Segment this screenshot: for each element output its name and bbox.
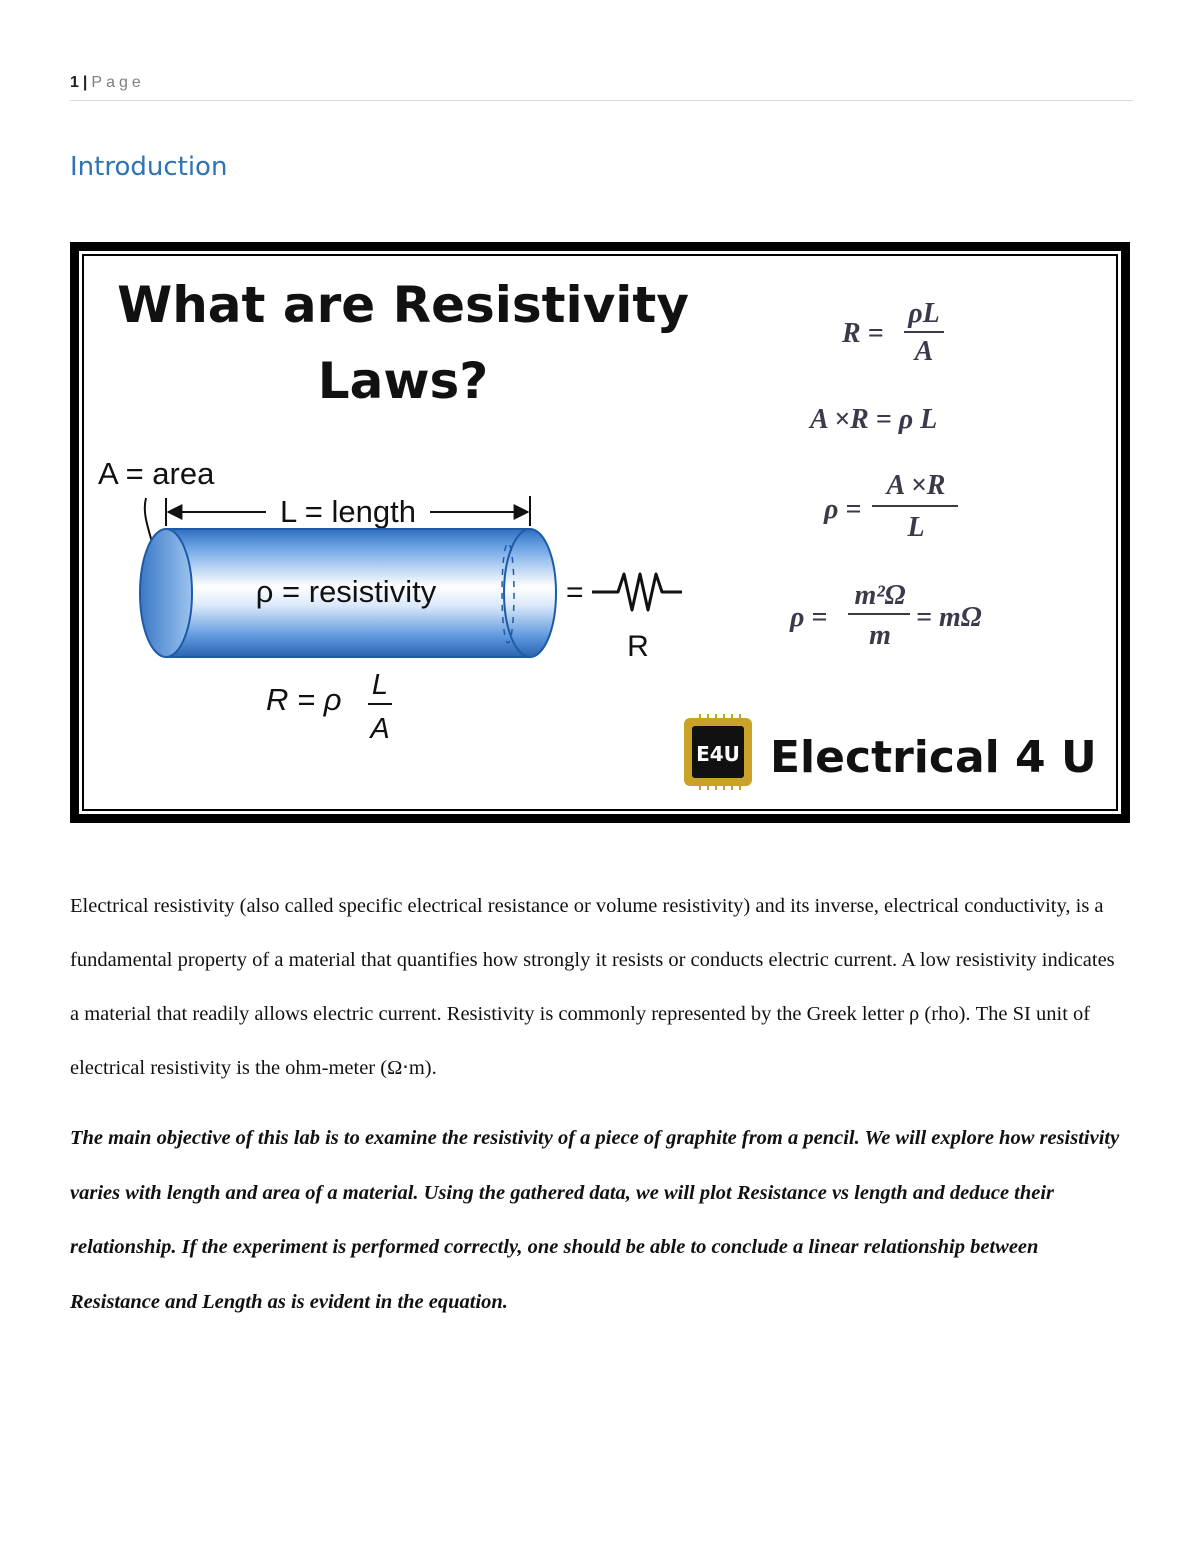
- eq4-num: m²Ω: [854, 580, 906, 611]
- cylinder-end-left: [140, 529, 192, 657]
- section-heading: Introduction: [70, 152, 228, 182]
- resistivity-figure: [70, 242, 1130, 823]
- length-label: L = length: [280, 494, 416, 529]
- logo-chip-text: E4U: [696, 742, 740, 766]
- header-separator: |: [82, 74, 88, 91]
- figure-title-line2: Laws?: [317, 352, 489, 410]
- figure-title-line1: What are Resistivity: [117, 276, 689, 334]
- page-number: 1: [70, 74, 79, 91]
- area-label: A = area: [98, 456, 215, 491]
- equivalence-sign: =: [566, 576, 584, 609]
- page-word: Page: [91, 74, 145, 91]
- eq4-rhs: = mΩ: [916, 602, 982, 633]
- intro-paragraph: Electrical resistivity (also called specific electrical resistance or volume resistivity) and its inverse, electrical conductivity, is a fundamental property of a material that quantifies how strongly it resists or conducts electric current. A low resistivity indicates a material that readily allows electric current. Resistivity is commonly represented by the Greek letter ρ (rho). The SI unit of electrical resistivity is the ohm-meter (Ω⋅m).: [70, 895, 1115, 1079]
- eq4-den: m: [869, 620, 891, 651]
- formula-left-num: L: [371, 669, 389, 701]
- eq1-lhs: R =: [842, 318, 884, 349]
- eq3-num: A ×R: [886, 470, 946, 501]
- eq3-den: L: [907, 512, 925, 543]
- eq2: A ×R = ρ L: [810, 404, 938, 435]
- eq3-lhs: ρ =: [824, 494, 862, 525]
- eq4-lhs: ρ =: [790, 602, 828, 633]
- resistivity-label: ρ = resistivity: [255, 574, 437, 609]
- resistor-label: R: [627, 630, 649, 663]
- cylinder-end-right: [504, 529, 556, 657]
- logo-text: Electrical 4 U: [770, 732, 1097, 783]
- formula-left-lhs: R = ρ: [266, 682, 342, 717]
- formula-left-den: A: [370, 713, 390, 745]
- page-header: [70, 74, 1133, 101]
- eq1-den: A: [914, 336, 934, 367]
- eq1-num: ρL: [908, 298, 940, 329]
- objective-paragraph: The main objective of this lab is to examine the resistivity of a piece of graphite from a pencil. We will explore how resistivity varies with length and area of a material. Using the gathered data, we will plot Resistance vs length and deduce their relationship. If the experiment is performed correctly, one should be able to conclude a linear relationship between Resistance and Length as is evident in the equation.: [70, 1127, 1120, 1313]
